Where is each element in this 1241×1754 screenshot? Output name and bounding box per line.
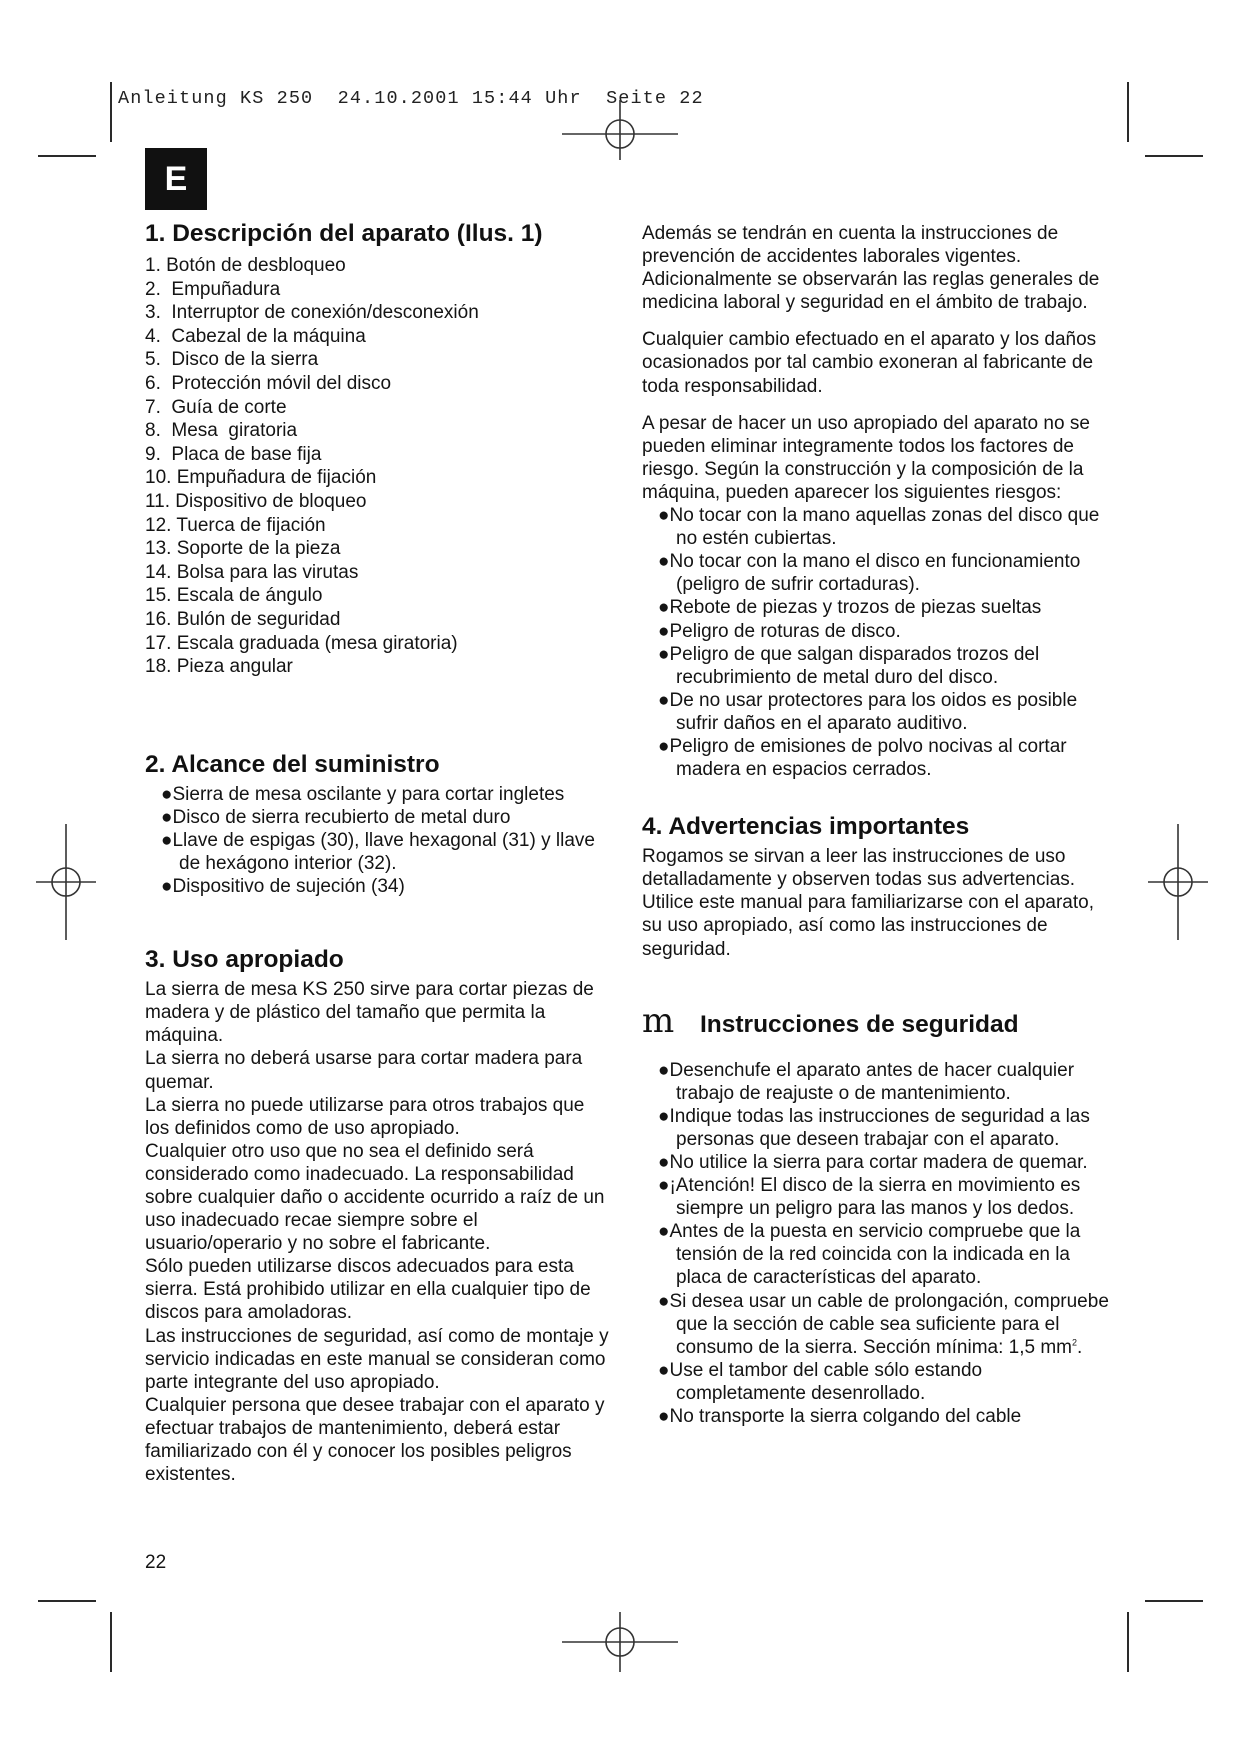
list-item: ●Sierra de mesa oscilante y para cortar ingletes [161, 783, 565, 805]
list-item: ●Llave de espigas (30), llave hexagonal (31) y llave de hexágono interior (32). [161, 829, 595, 874]
crop-line-right-top-h [1145, 155, 1203, 157]
risk-list [642, 504, 1112, 781]
safety-title: Instrucciones de seguridad [700, 1010, 1019, 1038]
bullet-icon: ● [658, 597, 670, 619]
paragraph: Sólo pueden utilizarse discos adecuados para esta sierra. Está prohibido utilizar en ella cualquier tipo de discos para amoladoras. [145, 1256, 591, 1324]
page-number: 22 [145, 1552, 167, 1573]
crop-line-right-bottom-v [1127, 1612, 1129, 1672]
list-item: ●No transporte la sierra colgando del cable [658, 1406, 1022, 1428]
list-item: ●Antes de la puesta en servicio compruebe que la tensión de la red coincida con la indicada en la placa de características del aparato. [658, 1221, 1081, 1289]
paragraph: A pesar de hacer un uso apropiado del aparato no se pueden eliminar integramente todos los factores de riesgo. Según la construcción y la composición de la máquina, pueden aparecer los siguientes riesgos: [642, 412, 1090, 503]
section2-title: 2. Alcance del suministro [145, 750, 440, 778]
list-item: ●No tocar con la mano aquellas zonas del disco que no estén cubiertas. [658, 505, 1100, 550]
paragraph: La sierra no deberá usarse para cortar madera para quemar. [145, 1048, 583, 1093]
list-item: ●¡Atención! El disco de la sierra en movimiento es siempre un peligro para las manos y los dedos. [658, 1175, 1081, 1220]
paragraph: Rogamos se sirvan a leer las instrucciones de uso detalladamente y observen todas sus advertencias. [642, 846, 1076, 891]
list-item: 3. Interruptor de conexión/desconexión [145, 302, 479, 324]
list-item: ●No tocar con la mano el disco en funcionamiento (peligro de sufrir cortaduras). [658, 551, 1081, 596]
bullet-icon: ● [658, 1152, 670, 1173]
bullet-icon: ● [161, 829, 173, 851]
crop-line-left-bottom-v [110, 1612, 112, 1672]
registration-mark-bottom-icon [560, 1612, 680, 1672]
list-item: ●Rebote de piezas y trozos de piezas sueltas [658, 597, 1042, 619]
bullet-icon: ● [658, 1406, 670, 1428]
bullet-icon: ● [658, 1059, 670, 1081]
bullet-icon: ● [161, 876, 173, 898]
bullet-icon: ● [658, 735, 670, 757]
list-item: ●Peligro de que salgan disparados trozos del recubrimiento de metal duro del disco. [658, 643, 1040, 688]
bullet-icon: ● [658, 1359, 670, 1381]
list-item: 15. Escala de ángulo [145, 585, 323, 607]
registration-mark-left-icon [36, 822, 96, 942]
list-item: 7. Guía de corte [145, 396, 287, 418]
list-item: ●Dispositivo de sujeción (34) [161, 876, 405, 898]
list-item: ●Si desea usar un cable de prolongación, compruebe que la sección de cable sea suficiente para el consumo de la sierra. Sección mínima: 1,5 $mm^2$. [658, 1290, 1109, 1358]
bullet-icon: ● [658, 620, 670, 642]
crop-line-right-bottom-h [1145, 1600, 1203, 1602]
list-item: ●Desenchufe el aparato antes de hacer cualquier trabajo de reajuste o de mantenimiento. [658, 1059, 1075, 1104]
left-column [145, 218, 610, 1486]
list-item: ●De no usar protectores para los oidos es posible sufrir daños en el aparato auditivo. [658, 689, 1078, 734]
list-item: 16. Bulón de seguridad [145, 608, 341, 630]
list-item: 6. Protección móvil del disco [145, 372, 392, 394]
bullet-icon: ● [658, 505, 670, 527]
parts-list [145, 254, 610, 679]
bullet-icon: ● [658, 1221, 670, 1243]
safety-header [642, 1000, 1112, 1041]
crop-line-right-top-v [1127, 82, 1129, 142]
supply-list [145, 783, 610, 898]
list-item: 12. Tuerca de fijación [145, 514, 326, 536]
safety-m-icon: m [642, 1000, 675, 1041]
list-item: ●Peligro de emisiones de polvo nocivas al cortar madera en espacios cerrados. [658, 735, 1067, 781]
list-item: 1. Botón de desbloqueo [145, 255, 346, 276]
crop-line-left-top-h [38, 155, 96, 157]
superscript: 2 [1072, 1337, 1078, 1348]
list-item: ●No utilice la sierra para cortar madera de quemar. [658, 1152, 1088, 1173]
list-item: 11. Dispositivo de bloqueo [145, 490, 367, 512]
bullet-icon: ● [658, 1290, 670, 1312]
safety-list [642, 1059, 1112, 1429]
crop-line-left-bottom-h [38, 1600, 96, 1602]
list-item: ●Peligro de roturas de disco. [658, 620, 901, 642]
list-item: ●Disco de sierra recubierto de metal duro [161, 806, 511, 828]
list-item: ●Use el tambor del cable sólo estando completamente desenrollado. [658, 1359, 983, 1404]
paragraph: Cualquier persona que desee trabajar con el aparato y efectuar trabajos de mantenimiento, deberá estar familiarizado con él y conocer los posibles peligros existentes. [145, 1394, 605, 1486]
bullet-icon: ● [658, 643, 670, 665]
crop-line-left-top-v [110, 82, 112, 142]
list-item: 14. Bolsa para las virutas [145, 561, 359, 583]
language-tab: E [145, 148, 207, 210]
bullet-icon: ● [658, 1105, 670, 1127]
proper-use-text [145, 978, 610, 1486]
list-item: ●Indique todas las instrucciones de seguridad a las personas que deseen trabajar con el aparato. [658, 1105, 1090, 1150]
section4-title: 4. Advertencias importantes [642, 813, 970, 841]
paragraph: La sierra de mesa KS 250 sirve para cortar piezas de madera y de plástico del tamaño que permita la máquina. [145, 979, 594, 1047]
section1-title: 1. Descripción del aparato (Ilus. 1) [145, 220, 543, 247]
paragraph: Cualquier otro uso que no sea el definido será considerado como inadecuado. La responsabilidad sobre cualquier daño o accidente ocurrido a raíz de un uso inadecuado recae siempre sobre el usuario/operario y no sobre el fabricante. [145, 1140, 605, 1255]
paragraph: Además se tendrán en cuenta la instrucciones de prevención de accidentes laborales vigentes. Adicionalmente se observarán las reglas generales de medicina laboral y seguridad en el ámbito de trabajo. [642, 223, 1100, 314]
list-item: 8. Mesa giratoria [145, 420, 298, 442]
list-item: 18. Pieza angular [145, 656, 293, 678]
bullet-icon: ● [658, 1175, 670, 1197]
right-column [642, 222, 1112, 1428]
list-item: 13. Soporte de la pieza [145, 538, 341, 560]
list-item: 4. Cabezal de la máquina [145, 325, 366, 347]
registration-mark-top-icon [560, 92, 680, 162]
bullet-icon: ● [658, 689, 670, 711]
list-item: 17. Escala graduada (mesa giratoria) [145, 632, 458, 654]
bullet-icon: ● [161, 783, 173, 805]
list-item: 10. Empuñadura de fijación [145, 467, 377, 489]
list-item: 5. Disco de la sierra [145, 349, 319, 371]
bullet-icon: ● [658, 551, 670, 573]
paragraph: La sierra no puede utilizarse para otros trabajos que los definidos como de uso apropiado. [145, 1094, 585, 1139]
list-item: 9. Placa de base fija [145, 443, 322, 465]
paragraph: Las instrucciones de seguridad, así como de montaje y servicio indicadas en este manual se consideran como parte integrante del uso apropiado. [145, 1325, 609, 1393]
paragraph: Cualquier cambio efectuado en el aparato y los daños ocasionados por tal cambio exoneran al fabricante de toda responsabilidad. [642, 329, 1097, 397]
bullet-icon: ● [161, 806, 173, 828]
registration-mark-right-icon [1148, 822, 1208, 942]
paragraph: Utilice este manual para familiarizarse con el aparato, su uso apropiado, así como las instrucciones de seguridad. [642, 892, 1094, 960]
section3-title: 3. Uso apropiado [145, 946, 344, 974]
print-header-info: Anleitung KS 250 24.10.2001 15:44 Uhr Seite 22 [118, 88, 704, 109]
list-item: 2. Empuñadura [145, 278, 281, 300]
